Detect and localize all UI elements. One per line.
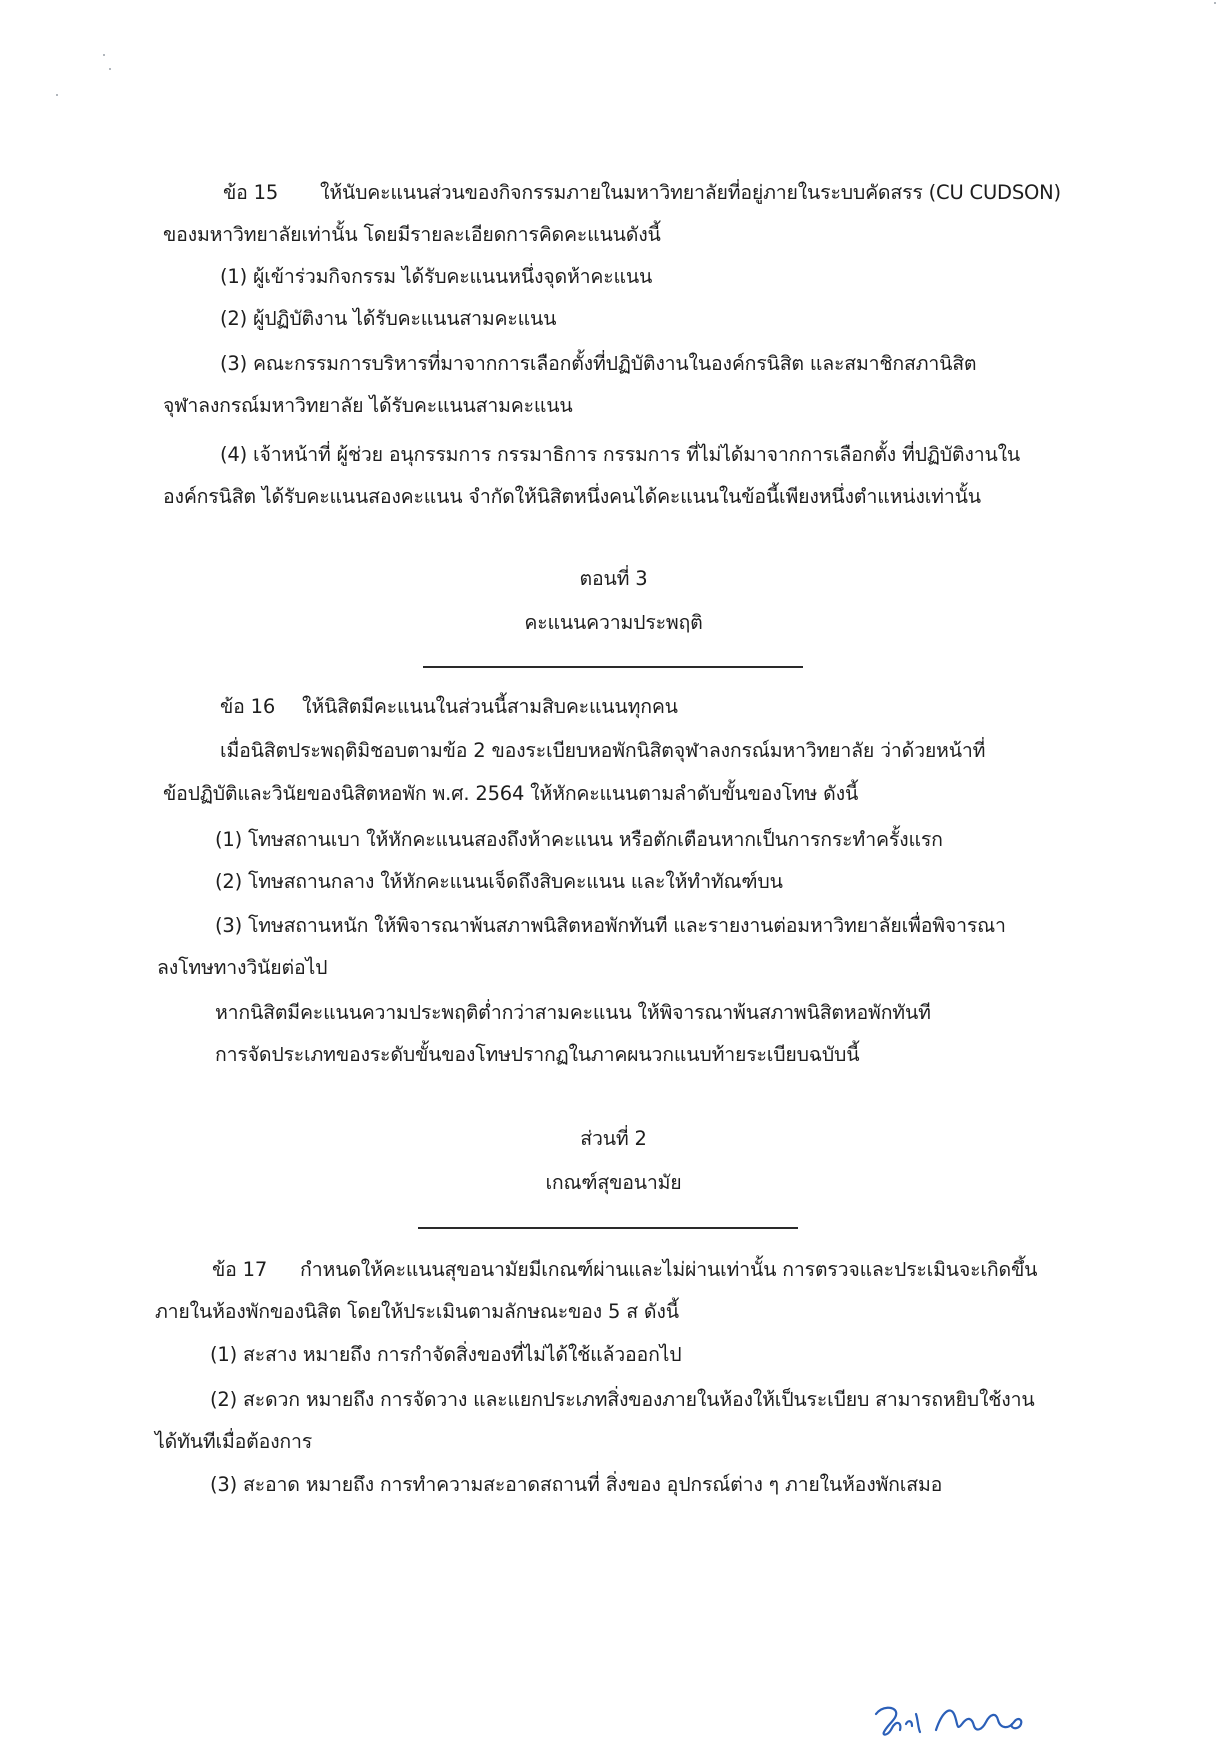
clause-17-item-1: (1) สะสาง หมายถึง การกำจัดสิ่งของที่ไม่ได้ใช้แล้วออกไป xyxy=(210,1343,682,1366)
clause-15-item-4-line-2: องค์กรนิสิต ได้รับคะแนนสองคะแนน จำกัดให้นิสิตหนึ่งคนได้คะแนนในข้อนี้เพียงหนึ่งตำแหน่งเท่านั้น xyxy=(163,485,981,508)
scan-speck xyxy=(103,54,105,56)
clause-16-para-2-line-1: เมื่อนิสิตประพฤติมิชอบตามข้อ 2 ของระเบียบหอพักนิสิตจุฬาลงกรณ์มหาวิทยาลัย ว่าด้วยหน้าที่ xyxy=(220,739,986,762)
clause-15-item-3-line-2: จุฬาลงกรณ์มหาวิทยาลัย ได้รับคะแนนสามคะแนน xyxy=(163,394,573,417)
clause-17-text-line-1: กำหนดให้คะแนนสุขอนามัยมีเกณฑ์ผ่านและไม่ผ่านเท่านั้น การตรวจและประเมินจะเกิดขึ้น xyxy=(300,1258,1038,1281)
clause-17-number: ข้อ 17 xyxy=(212,1258,268,1281)
signature-stroke xyxy=(876,1708,900,1735)
clause-16-text-line-1: ให้นิสิตมีคะแนนในส่วนนี้สามสิบคะแนนทุกคน xyxy=(302,695,678,718)
clause-16-number: ข้อ 16 xyxy=(220,695,276,718)
clause-15-text-line-2: ของมหาวิทยาลัยเท่านั้น โดยมีรายละเอียดการคิดคะแนนดังนี้ xyxy=(163,223,661,246)
clause-17-item-3: (3) สะอาด หมายถึง การทำความสะอาดสถานที่ สิ่งของ อุปกรณ์ต่าง ๆ ภายในห้องพักเสมอ xyxy=(210,1473,943,1496)
clause-16-para-2-line-2: ข้อปฏิบัติและวินัยของนิสิตหอพัก พ.ศ. 2564 ให้หักคะแนนตามลำดับขั้นของโทษ ดังนี้ xyxy=(163,782,859,805)
clause-15-item-2: (2) ผู้ปฏิบัติงาน ได้รับคะแนนสามคะแนน xyxy=(220,307,557,330)
clause-15-text-line-1: ให้นับคะแนนส่วนของกิจกรรมภายในมหาวิทยาลัยที่อยู่ภายในระบบคัดสรร (CU CUDSON) xyxy=(320,181,1061,204)
clause-15-item-4-line-1: (4) เจ้าหน้าที่ ผู้ช่วย อนุกรรมการ กรรมาธิการ กรรมการ ที่ไม่ได้มาจากการเลือกตั้ง ที่ปฏิบัติงานใน xyxy=(220,443,1021,466)
clause-17-item-2-line-2: ได้ทันทีเมื่อต้องการ xyxy=(155,1430,313,1453)
section-3-heading: ตอนที่ 3 xyxy=(579,567,648,590)
scan-speck xyxy=(109,68,111,70)
clause-16-item-3-line-1: (3) โทษสถานหนัก ให้พิจารณาพ้นสภาพนิสิตหอพักทันที และรายงานต่อมหาวิทยาลัยเพื่อพิจารณา xyxy=(215,914,1006,937)
scan-speck xyxy=(56,94,58,96)
clause-16-para-4: การจัดประเภทของระดับขั้นของโทษปรากฏในภาคผนวกแนบท้ายระเบียบฉบับนี้ xyxy=(215,1043,860,1066)
clause-16-item-2: (2) โทษสถานกลาง ให้หักคะแนนเจ็ดถึงสิบคะแนน และให้ทำทัณฑ์บน xyxy=(215,870,783,893)
part-2-divider xyxy=(418,1227,798,1229)
clause-16-para-3: หากนิสิตมีคะแนนความประพฤติต่ำกว่าสามคะแนน ให้พิจารณาพ้นสภาพนิสิตหอพักทันที xyxy=(215,1001,931,1024)
scan-speck xyxy=(1214,2,1216,4)
clause-15-number: ข้อ 15 xyxy=(223,181,279,204)
clause-16-item-3-line-2: ลงโทษทางวินัยต่อไป xyxy=(157,956,328,979)
clause-15-item-3-line-1: (3) คณะกรรมการบริหารที่มาจากการเลือกตั้งที่ปฏิบัติงานในองค์กรนิสิต และสมาชิกสภานิสิต xyxy=(220,352,977,375)
section-3-divider xyxy=(423,666,803,668)
part-2-title: เกณฑ์สุขอนามัย xyxy=(545,1171,682,1194)
section-3-title: คะแนนความประพฤติ xyxy=(524,611,703,634)
clause-17-text-line-2: ภายในห้องพักของนิสิต โดยให้ประเมินตามลักษณะของ 5 ส ดังนี้ xyxy=(155,1300,679,1323)
clause-16-item-1: (1) โทษสถานเบา ให้หักคะแนนสองถึงห้าคะแนน หรือตักเตือนหากเป็นการกระทำครั้งแรก xyxy=(215,828,943,851)
signature-stroke xyxy=(936,1711,1021,1730)
clause-17-item-2-line-1: (2) สะดวก หมายถึง การจัดวาง และแยกประเภทสิ่งของภายในห้องให้เป็นระเบียบ สามารถหยิบใช้งาน xyxy=(210,1388,1035,1411)
clause-15-item-1: (1) ผู้เข้าร่วมกิจกรรม ได้รับคะแนนหนึ่งจุดห้าคะแนน xyxy=(220,265,653,288)
part-2-heading: ส่วนที่ 2 xyxy=(580,1127,647,1150)
signature-stroke xyxy=(906,1714,920,1732)
signature xyxy=(872,1700,1032,1740)
